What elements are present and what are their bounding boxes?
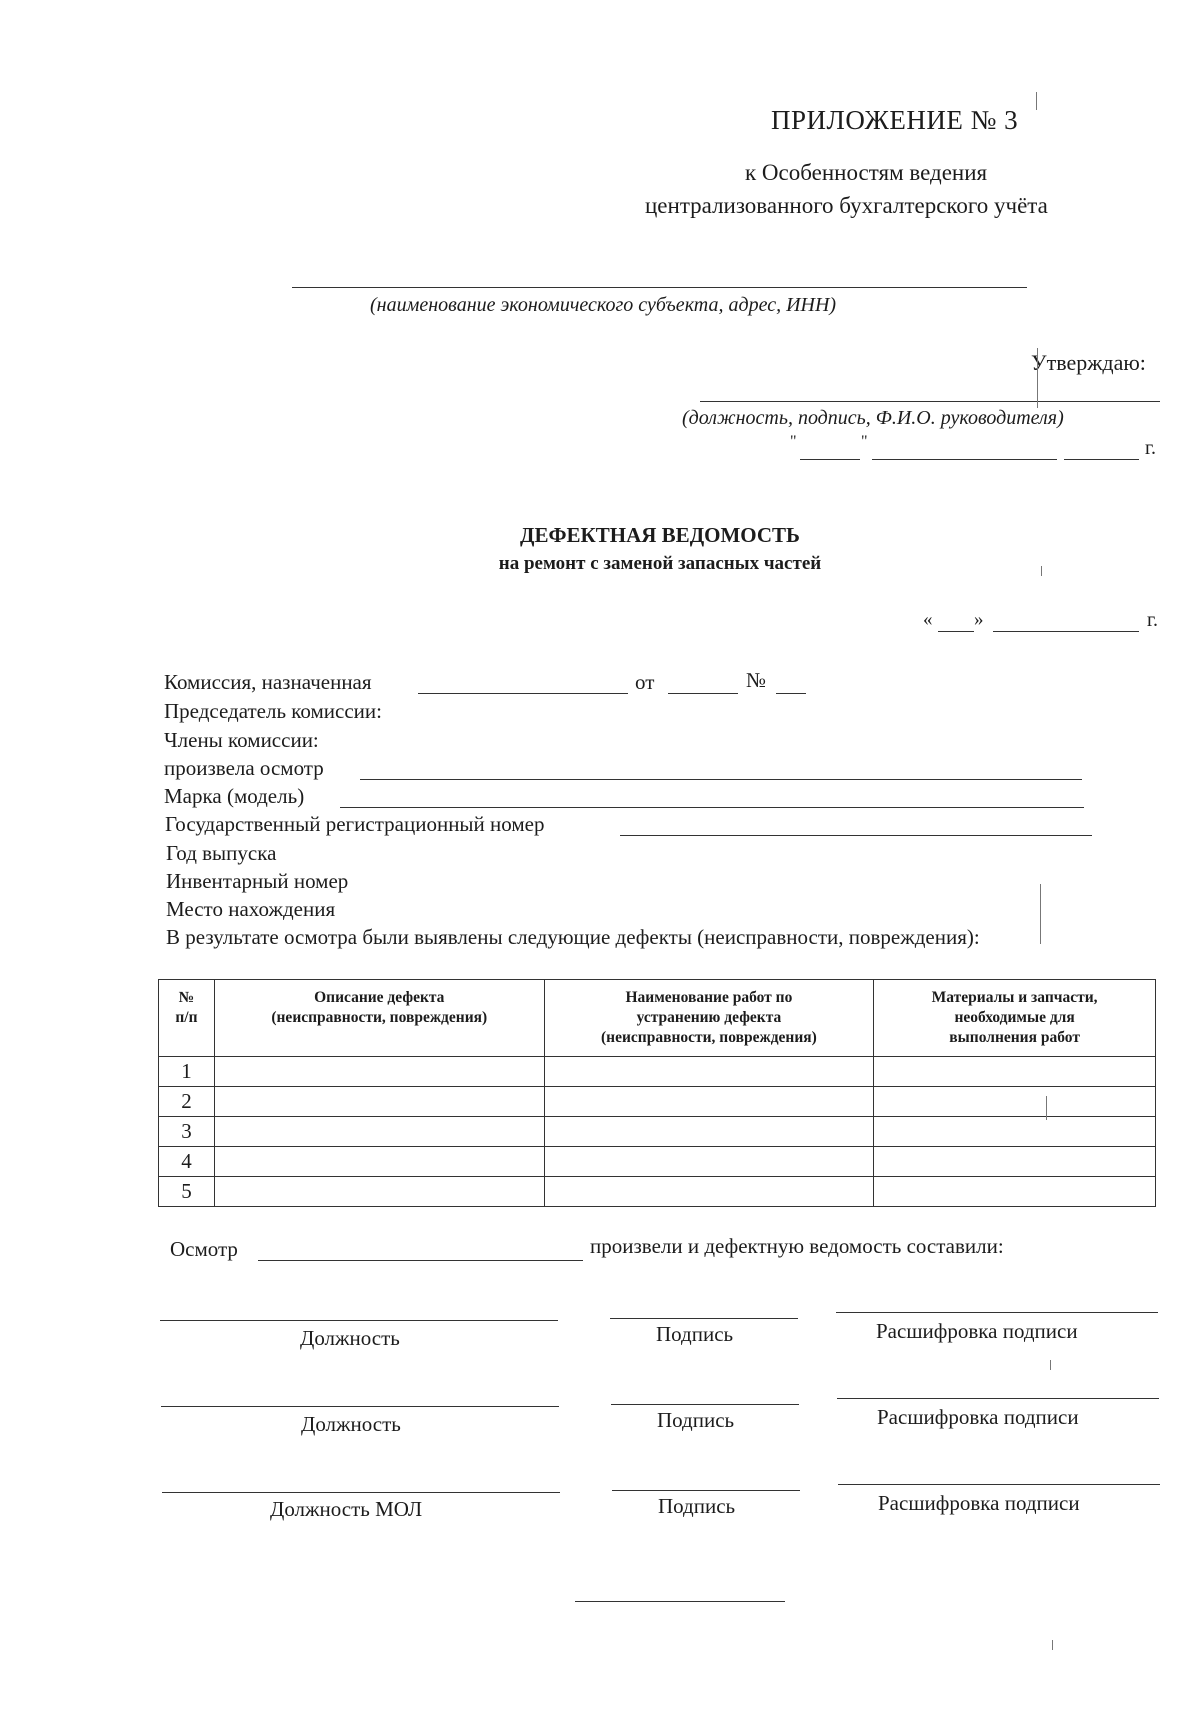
position-line[interactable]: [161, 1406, 559, 1407]
defect-description-cell[interactable]: [214, 1147, 544, 1177]
approval-date-quote-close: ": [861, 433, 868, 450]
inspection-blank[interactable]: [258, 1260, 583, 1261]
col-header-number-line: №: [178, 989, 195, 1006]
approval-label: Утверждаю:: [1031, 350, 1146, 375]
scan-artifact-mark: [1052, 1640, 1053, 1650]
row-number: 5: [159, 1177, 215, 1207]
commission-order-blank[interactable]: [418, 693, 628, 694]
decoding-line[interactable]: [836, 1312, 1158, 1313]
appendix-reference-line-2: централизованного бухгалтерского учёта: [645, 193, 1048, 218]
composed-label: произвели и дефектную ведомость составили:: [590, 1234, 1004, 1258]
col-header-line: (неисправности, повреждения): [601, 1029, 817, 1046]
position-caption: Должность: [301, 1412, 401, 1436]
signature-caption: Подпись: [656, 1322, 734, 1346]
position-line[interactable]: [160, 1320, 558, 1321]
signature-line[interactable]: [610, 1318, 798, 1319]
inspected-blank[interactable]: [360, 779, 1082, 780]
mol-position-caption: Должность МОЛ: [270, 1497, 423, 1521]
materials-cell[interactable]: [874, 1147, 1156, 1177]
table-header-row: [159, 980, 1156, 1057]
defects-table: [158, 979, 1156, 1207]
table-row: [159, 1117, 1156, 1147]
entity-blank-line[interactable]: [292, 287, 1027, 288]
table-row: [159, 1147, 1156, 1177]
commission-number-blank[interactable]: [776, 693, 806, 694]
signature-line[interactable]: [611, 1404, 799, 1405]
commission-from-label: от: [635, 670, 655, 694]
col-header-line: устранению дефекта: [636, 1009, 782, 1026]
defect-description-cell[interactable]: [214, 1087, 544, 1117]
col-header-line: выполнения работ: [949, 1029, 1080, 1046]
decoding-caption: Расшифровка подписи: [877, 1405, 1079, 1429]
appendix-number: ПРИЛОЖЕНИЕ № 3: [771, 105, 1019, 135]
scan-artifact-mark: [1036, 92, 1037, 110]
row-number: 4: [159, 1147, 215, 1177]
col-header-line: Наименование работ по: [625, 989, 793, 1006]
inventory-label: Инвентарный номер: [166, 869, 349, 893]
brand-label: Марка (модель): [164, 784, 305, 808]
mol-position-line[interactable]: [162, 1492, 560, 1493]
works-cell[interactable]: [544, 1117, 874, 1147]
decoding-line[interactable]: [838, 1484, 1160, 1485]
materials-cell[interactable]: [874, 1057, 1156, 1087]
works-cell[interactable]: [544, 1177, 874, 1207]
scan-artifact-mark: [1037, 348, 1038, 408]
footer-blank-line: [575, 1601, 785, 1602]
doc-month-year-blank[interactable]: [993, 631, 1139, 632]
works-cell[interactable]: [544, 1087, 874, 1117]
doc-year-suffix: г.: [1147, 609, 1158, 631]
col-header-line: Описание дефекта: [314, 989, 445, 1006]
works-cell[interactable]: [544, 1057, 874, 1087]
entity-caption: (наименование экономического субъекта, адрес, ИНН): [370, 294, 837, 316]
materials-cell[interactable]: [874, 1117, 1156, 1147]
approval-day-blank[interactable]: [800, 459, 860, 460]
reg-number-label: Государственный регистрационный номер: [165, 812, 545, 836]
commission-number-label: №: [746, 668, 767, 692]
decoding-caption: Расшифровка подписи: [878, 1491, 1080, 1515]
approver-caption: (должность, подпись, Ф.И.О. руководителя): [682, 407, 1064, 429]
row-number: 2: [159, 1087, 215, 1117]
table-row: [159, 1087, 1156, 1117]
approval-date-quote-open: ": [790, 433, 797, 450]
col-header-number: [159, 980, 215, 1057]
materials-cell[interactable]: [874, 1087, 1156, 1117]
position-caption: Должность: [300, 1326, 400, 1350]
col-header-line: необходимые для: [954, 1009, 1075, 1026]
approval-year-suffix: г.: [1145, 437, 1156, 459]
year-label: Год выпуска: [166, 841, 277, 865]
scan-artifact-mark: [1040, 884, 1041, 944]
members-label: Члены комиссии:: [164, 728, 319, 752]
decoding-caption: Расшифровка подписи: [876, 1319, 1078, 1343]
chairman-label: Председатель комиссии:: [164, 699, 382, 723]
inspected-label: произвела осмотр: [164, 756, 324, 780]
works-cell[interactable]: [544, 1147, 874, 1177]
col-header-line: Материалы и запчасти,: [931, 989, 1098, 1006]
scan-artifact-mark: [1050, 1360, 1051, 1370]
col-header-defect-description: [214, 980, 544, 1057]
document-subtitle: на ремонт с заменой запасных частей: [498, 553, 822, 574]
inspection-result-label: В результате осмотра были выявлены следующие дефекты (неисправности, повреждения):: [166, 925, 980, 949]
reg-number-blank[interactable]: [620, 835, 1092, 836]
approval-year-blank[interactable]: [1064, 459, 1139, 460]
defect-description-cell[interactable]: [214, 1177, 544, 1207]
materials-cell[interactable]: [874, 1177, 1156, 1207]
table-row: [159, 1057, 1156, 1087]
defect-description-cell[interactable]: [214, 1057, 544, 1087]
commission-appointed-label: Комиссия, назначенная: [164, 670, 372, 694]
signature-line[interactable]: [612, 1490, 800, 1491]
decoding-line[interactable]: [837, 1398, 1159, 1399]
document-title: ДЕФЕКТНАЯ ВЕДОМОСТЬ: [520, 523, 800, 547]
col-header-number-line: п/п: [175, 1009, 198, 1026]
approver-blank-line[interactable]: [700, 401, 1160, 402]
col-header-works: [544, 980, 874, 1057]
doc-date-quote-close: »: [974, 609, 984, 630]
row-number: 3: [159, 1117, 215, 1147]
col-header-line: (неисправности, повреждения): [271, 1009, 488, 1026]
scan-artifact-mark: [1046, 1096, 1047, 1120]
table-row: [159, 1177, 1156, 1207]
defect-description-cell[interactable]: [214, 1117, 544, 1147]
scan-artifact-mark: [1041, 566, 1042, 576]
location-label: Место нахождения: [166, 897, 336, 921]
inspection-label: Осмотр: [170, 1237, 238, 1261]
signature-caption: Подпись: [658, 1494, 736, 1518]
appendix-reference-line-1: к Особенностям ведения: [745, 160, 988, 185]
col-header-materials: [874, 980, 1156, 1057]
row-number: 1: [159, 1057, 215, 1087]
doc-date-quote-open: «: [923, 609, 933, 630]
approval-month-blank[interactable]: [872, 459, 1057, 460]
brand-blank[interactable]: [340, 807, 1084, 808]
commission-date-blank[interactable]: [668, 693, 738, 694]
signature-caption: Подпись: [657, 1408, 735, 1432]
doc-day-blank[interactable]: [938, 631, 974, 632]
